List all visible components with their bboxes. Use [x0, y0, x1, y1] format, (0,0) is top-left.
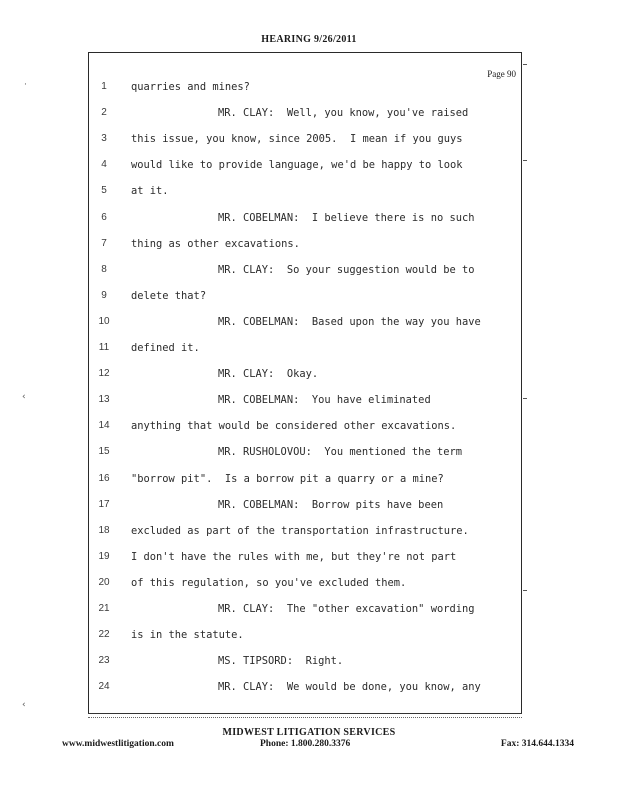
line-number: 23 [98, 655, 110, 667]
transcript-line [88, 261, 522, 279]
line-text: quarries and mines? [131, 81, 250, 93]
line-number: 15 [98, 446, 110, 458]
margin-scan-mark: ‹ [22, 700, 26, 710]
line-number: 2 [101, 107, 107, 119]
footer-rule [88, 713, 522, 718]
line-number: 4 [101, 159, 107, 171]
line-text: I don't have the rules with me, but they're not part [131, 550, 457, 563]
transcript-line [88, 156, 522, 174]
transcript-line [88, 104, 522, 122]
transcript-line [88, 313, 522, 331]
line-number: 1 [101, 81, 107, 92]
line-number: 20 [98, 576, 110, 588]
line-text: thing as other excavations. [131, 237, 300, 250]
line-number: 17 [98, 498, 110, 510]
line-number: 7 [101, 237, 107, 249]
line-text: MR. CLAY: So your suggestion would be to [218, 263, 475, 276]
line-number: 22 [98, 629, 110, 641]
transcript-line [88, 391, 522, 409]
line-number: 3 [101, 133, 107, 145]
line-text: would like to provide language, we'd be happy to look [131, 159, 463, 172]
footer-fax: Fax: 314.644.1334 [500, 739, 574, 749]
frame-tick [523, 64, 527, 65]
transcript-line [88, 470, 522, 488]
line-number: 5 [101, 185, 107, 197]
line-text: is in the statute. [131, 629, 244, 642]
transcript-line [88, 652, 522, 670]
frame-tick [523, 590, 527, 591]
transcript-line [88, 287, 522, 305]
line-number: 18 [98, 524, 110, 536]
line-text: MR. COBELMAN: I believe there is no such [218, 211, 475, 224]
line-number: 16 [98, 472, 110, 484]
line-text: this issue, you know, since 2005. I mean if you guys [131, 133, 463, 146]
transcript-line [88, 339, 522, 357]
line-text: "borrow pit". Is a borrow pit a quarry or a mine? [131, 472, 444, 485]
line-text: defined it. [131, 342, 200, 354]
footer-phone: Phone: 1.800.280.3376 [260, 739, 351, 749]
transcript-line [88, 365, 522, 383]
line-text: MR. COBELMAN: You have eliminated [218, 394, 431, 407]
transcript-line [88, 417, 522, 435]
line-text: MR. CLAY: Okay. [218, 368, 319, 381]
line-number: 6 [101, 211, 107, 223]
transcript-line [88, 78, 522, 96]
transcript-line [88, 443, 522, 461]
line-text: MR. CLAY: The "other excavation" wording [218, 603, 475, 615]
line-number: 24 [98, 681, 110, 693]
footer-website: www.midwestlitigation.com [62, 739, 174, 749]
line-text: MR. COBELMAN: Borrow pits have been [218, 498, 444, 511]
line-number: 12 [98, 368, 110, 380]
line-text: MR. CLAY: We would be done, you know, any [218, 681, 481, 694]
line-number: 10 [98, 315, 110, 327]
transcript-line [88, 209, 522, 227]
line-text: excluded as part of the transportation infrastructure. [131, 524, 469, 537]
frame-tick [523, 160, 527, 161]
line-number: 14 [98, 420, 110, 432]
frame-tick [523, 398, 527, 399]
footer-company-name: MIDWEST LITIGATION SERVICES [222, 727, 396, 738]
line-number: 11 [98, 342, 110, 353]
line-text: MR. CLAY: Well, you know, you've raised [218, 107, 469, 120]
transcript-line [88, 574, 522, 592]
margin-scan-mark: ‹ [22, 392, 26, 402]
transcript-line [88, 130, 522, 148]
line-text: at it. [131, 185, 169, 198]
transcript-line [88, 678, 522, 696]
margin-scan-mark: · [24, 80, 27, 90]
transcript-line [88, 182, 522, 200]
line-text: anything that would be considered other excavations. [131, 420, 457, 433]
page-number-label: Page 90 [487, 69, 516, 79]
line-text: MR. RUSHOLOVOU: You mentioned the term [218, 446, 462, 459]
line-text: MS. TIPSORD: Right. [218, 655, 344, 668]
line-number: 19 [98, 550, 110, 562]
line-text: of this regulation, so you've excluded them. [131, 576, 407, 589]
line-text: delete that? [131, 289, 207, 302]
line-number: 8 [101, 263, 107, 275]
transcript-line [88, 522, 522, 540]
line-number: 21 [98, 603, 110, 614]
transcript-line [88, 600, 522, 618]
page-header-title: HEARING 9/26/2011 [261, 34, 357, 45]
line-number: 9 [101, 289, 107, 301]
transcript-line [88, 235, 522, 253]
transcript-line [88, 626, 522, 644]
line-text: MR. COBELMAN: Based upon the way you have [218, 315, 481, 328]
transcript-line [88, 496, 522, 514]
line-number: 13 [98, 394, 110, 406]
transcript-line [88, 548, 522, 566]
footer-contact-row [62, 739, 574, 751]
